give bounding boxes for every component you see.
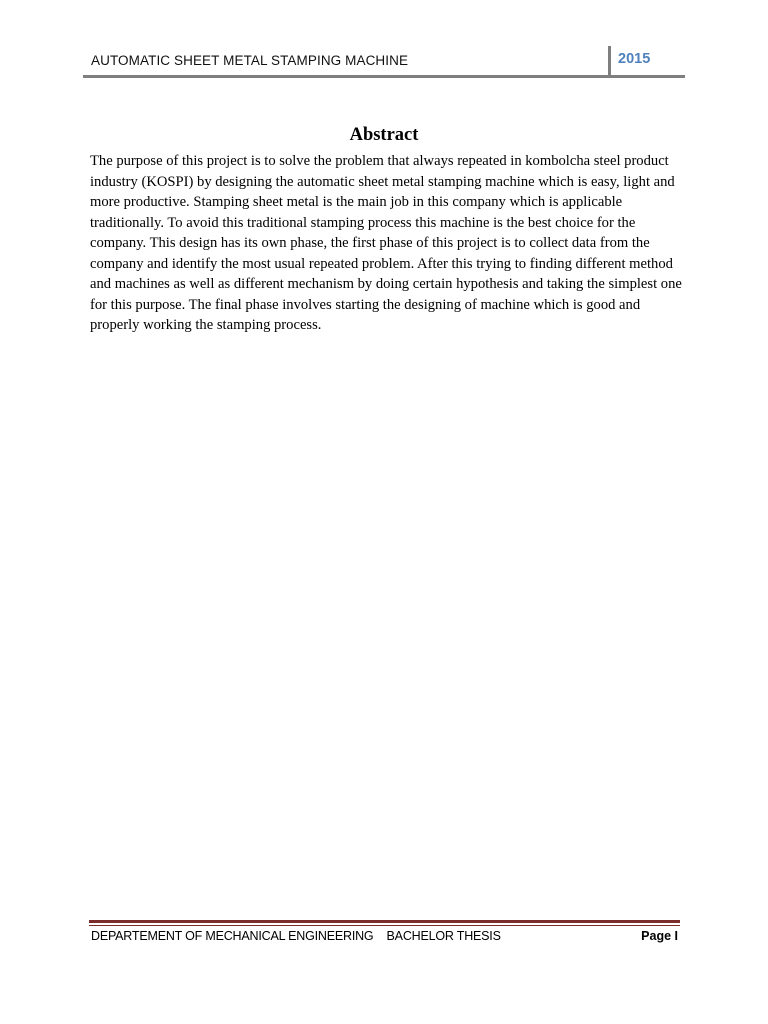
document-year: 2015 — [618, 51, 651, 67]
footer-department: DEPARTEMENT OF MECHANICAL ENGINEERING BACHELOR THESIS — [91, 929, 501, 943]
footer-rule-thick — [89, 920, 680, 923]
abstract-heading: Abstract — [349, 125, 419, 145]
page-header — [83, 46, 685, 78]
header-separator — [608, 46, 611, 76]
document-title: AUTOMATIC SHEET METAL STAMPING MACHINE — [91, 53, 409, 68]
header-rule — [83, 75, 685, 78]
footer-rule-thin — [89, 925, 680, 926]
abstract-body: The purpose of this project is to solve the problem that always repeated in kombolcha steel product industry (KOSPI) by designing the automatic sheet metal stamping machine which is easy, light and more productive. Stamping sheet metal is the main job in this company which is applicable traditionally. To avoid this traditional stamping process this machine is the best choice for the company. This design has its own phase, the first phase of this project is to collect data from the company and identify the most usual repeated problem. After this trying to finding different method and machines as well as different mechanism by doing certain hypothesis and taking the simplest one for this purpose. The final phase involves starting the designing of machine which is good and properly working the stamping process. — [90, 153, 682, 333]
page-number: Page I — [641, 929, 678, 943]
